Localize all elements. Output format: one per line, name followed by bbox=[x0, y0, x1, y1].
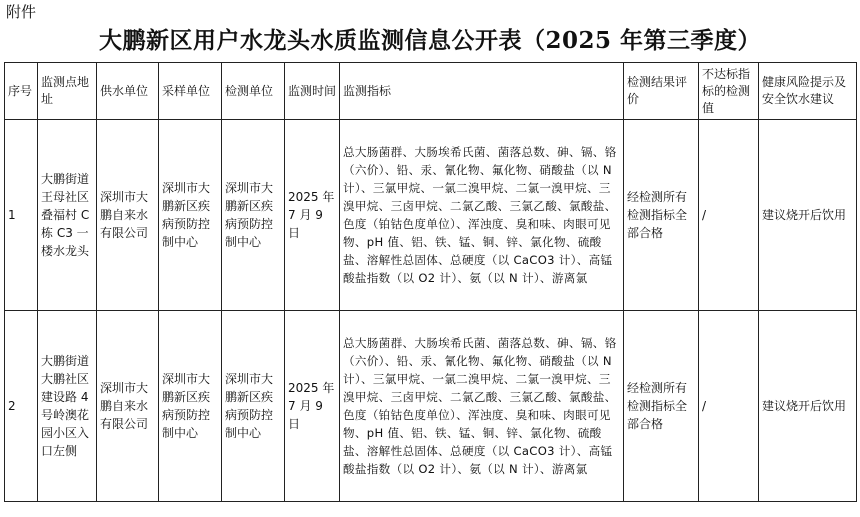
cell-sampler: 深圳市大鹏新区疾病预防控制中心 bbox=[159, 311, 222, 502]
table-row bbox=[5, 311, 857, 502]
cell-indicators: 总大肠菌群、大肠埃希氏菌、菌落总数、砷、镉、铬（六价）、铅、汞、氰化物、氟化物、硝酸盐（以 N 计）、三氯甲烷、一氯二溴甲烷、二氯一溴甲烷、三溴甲烷、三卤甲烷、二氯乙酸、三氯乙酸、氯酸盐、色度（铂钴色度单位）、浑浊度、臭和味、肉眼可见物、pH 值、铝、铁、锰、铜、锌、氯化物、硫酸盐、溶解性总固体、总硬度（以 CaCO3 计）、高锰酸盐指数（以 O2 计）、氨（以 N 计）、游离氯 bbox=[340, 311, 624, 502]
cell-tester: 深圳市大鹏新区疾病预防控制中心 bbox=[222, 120, 285, 311]
cell-time: 2025 年7 月 9 日 bbox=[285, 311, 340, 502]
cell-supplier: 深圳市大鹏自来水有限公司 bbox=[97, 120, 159, 311]
column-header-time: 监测时间 bbox=[285, 63, 340, 120]
column-header-address: 监测点地址 bbox=[38, 63, 97, 120]
cell-sampler: 深圳市大鹏新区疾病预防控制中心 bbox=[159, 120, 222, 311]
column-header-exceed-value: 不达标指标的检测值 bbox=[699, 63, 759, 120]
column-header-indicators: 监测指标 bbox=[340, 63, 624, 120]
cell-indicators: 总大肠菌群、大肠埃希氏菌、菌落总数、砷、镉、铬（六价）、铅、汞、氰化物、氟化物、硝酸盐（以 N 计）、三氯甲烷、一氯二溴甲烷、二氯一溴甲烷、三溴甲烷、三卤甲烷、二氯乙酸、三氯乙酸、氯酸盐、色度（铂钴色度单位）、浑浊度、臭和味、肉眼可见物、pH 值、铝、铁、锰、铜、锌、氯化物、硫酸盐、溶解性总固体、总硬度（以 CaCO3 计）、高锰酸盐指数（以 O2 计）、氨（以 N 计）、游离氯 bbox=[340, 120, 624, 311]
column-header-evaluation: 检测结果评价 bbox=[624, 63, 699, 120]
document-title: 大鹏新区用户水龙头水质监测信息公开表（2025 年第三季度） bbox=[98, 27, 762, 54]
table-row bbox=[5, 120, 857, 311]
cell-evaluation: 经检测所有检测指标全部合格 bbox=[624, 120, 699, 311]
column-header-seq: 序号 bbox=[5, 63, 38, 120]
cell-advice: 建议烧开后饮用 bbox=[759, 311, 857, 502]
cell-tester: 深圳市大鹏新区疾病预防控制中心 bbox=[222, 311, 285, 502]
column-header-supplier: 供水单位 bbox=[97, 63, 159, 120]
cell-address: 大鹏街道王母社区叠福村 C 栋 C3 一楼水龙头 bbox=[38, 120, 97, 311]
cell-evaluation: 经检测所有检测指标全部合格 bbox=[624, 311, 699, 502]
column-header-advice: 健康风险提示及安全饮水建议 bbox=[759, 63, 857, 120]
cell-exceed-value: / bbox=[699, 311, 759, 502]
attachment-label: 附件 bbox=[6, 3, 37, 21]
cell-seq: 2 bbox=[5, 311, 38, 502]
cell-time: 2025 年7 月 9 日 bbox=[285, 120, 340, 311]
column-header-sampler: 采样单位 bbox=[159, 63, 222, 120]
cell-advice: 建议烧开后饮用 bbox=[759, 120, 857, 311]
cell-exceed-value: / bbox=[699, 120, 759, 311]
table-header-row bbox=[5, 63, 857, 120]
water-quality-table bbox=[4, 62, 857, 502]
column-header-tester: 检测单位 bbox=[222, 63, 285, 120]
cell-supplier: 深圳市大鹏自来水有限公司 bbox=[97, 311, 159, 502]
cell-address: 大鹏街道大鹏社区建设路 4 号岭澳花园小区入口左侧 bbox=[38, 311, 97, 502]
cell-seq: 1 bbox=[5, 120, 38, 311]
